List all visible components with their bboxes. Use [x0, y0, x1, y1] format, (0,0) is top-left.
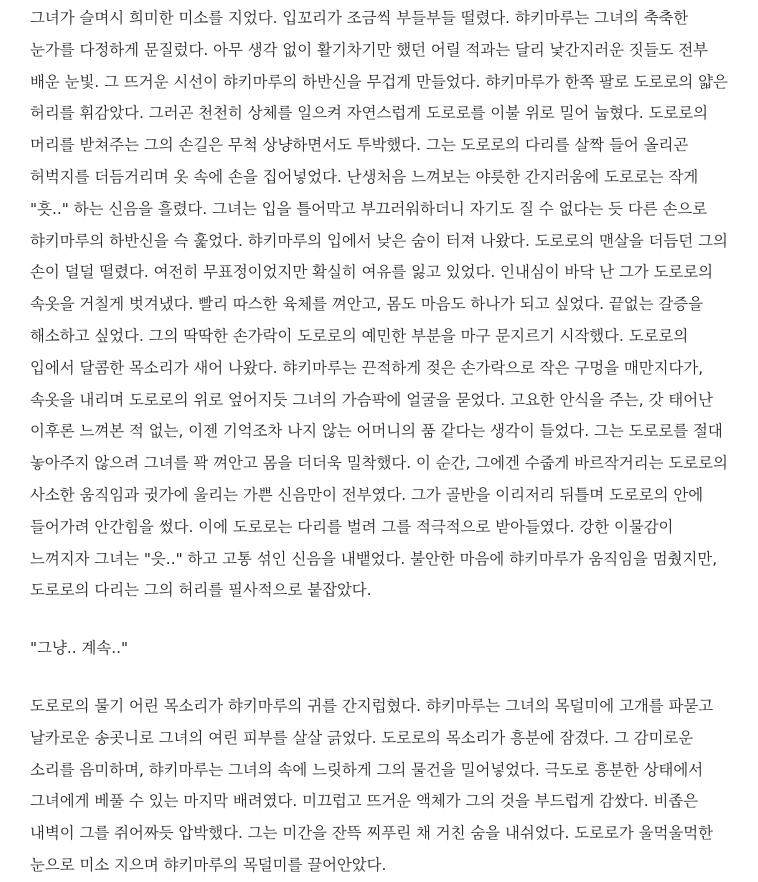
paragraph-2: 도로로의 물기 어린 목소리가 햐키마루의 귀를 간지럽혔다. 햐키마루는 그녀의 목덜미에 고개를 파묻고 날카로운 송곳니로 그녀의 여린 피부를 살살 긁었다. 도로로의 목소리가 흥분에 잠겼다. 그 감미로운 소리를 음미하며, 햐키마루는 그녀의 속에 느릿하게 그의 물건을 밀어넣었다. 극도로 흥분한 상태에서 그녀에게 베풀 수 있는 마지막 배려였다. 미끄럽고 뜨거운 액체가 그의 것을 부드럽게 감쌌다. 비좁은 내벽이 그를 쥐어짜듯 압박했다. 그는 미간을 잔뜩 찌푸린 채 거친 숨을 내쉬었다. 도로로가 울먹울먹한 눈으로 미소 지으며 햐키마루의 목덜미를 끌어안았다. — [30, 696, 714, 874]
document-body — [30, 3, 733, 882]
paragraph-spacer — [30, 665, 733, 691]
paragraph-1: 그녀가 슬며시 희미한 미소를 지었다. 입꼬리가 조금씩 부들부들 떨렸다. 햐키마루는 그녀의 축축한 눈가를 다정하게 문질렀다. 아무 생각 없이 활기차기만 했던 어릴 적과는 달리 낯간지러운 짓들도 전부 배운 눈빛. 그 뜨거운 시선이 햐키마루의 하반신을 무겁게 만들었다. 햐키마루가 한쪽 팔로 도로로의 얇은 허리를 휘감았다. 그러곤 천천히 상체를 일으켜 자연스럽게 도로로를 이불 위로 밀어 눕혔다. 도로로의 머리를 받쳐주는 그의 손길은 무척 상냥하면서도 투박했다. 그는 도로로의 다리를 살짝 들어 올리곤 허벅지를 더듬거리며 옷 속에 손을 집어넣었다. 난생처음 느껴보는 야릇한 간지러움에 도로로는 작게 "흣.." 하는 신음을 흘렸다. 그녀는 입을 틀어막고 부끄러워하더니 자기도 질 수 없다는 듯 다른 손으로 햐키마루의 하반신을 슥 훑었다. 햐키마루의 입에서 낮은 숨이 터져 나왔다. 도로로의 맨살을 더듬던 그의 손이 덜덜 떨렸다. 여전히 무표정이었지만 확실히 여유를 잃고 있었다. 인내심이 바닥 난 그가 도로로의 속옷을 거칠게 벗겨냈다. 빨리 따스한 육체를 껴안고, 몸도 마음도 하나가 되고 싶었다. 끝없는 갈증을 해소하고 싶었다. 그의 딱딱한 손가락이 도로로의 예민한 부분을 마구 문지르기 시작했다. 도로로의 입에서 달콤한 목소리가 새어 나왔다. 햐키마루는 끈적하게 젖은 손가락으로 작은 구멍을 매만지다가, 속옷을 내리며 도로로의 위로 엎어지듯 그녀의 가슴팍에 얼굴을 묻었다. 고요한 안식을 주는, 갓 태어난 이후론 느껴본 적 없는, 이젠 기억조차 나지 않는 어머니의 품 같다는 생각이 들었다. 그는 도로로를 절대 놓아주지 않으려 그녀를 꽉 껴안고 몸을 더더욱 밀착했다. 이 순간, 그에겐 수줍게 바르작거리는 도로로의 사소한 움직임과 귓가에 울리는 가쁜 신음만이 전부였다. 그가 골반을 이리저리 뒤틀며 도로로의 안에 들어가려 안간힘을 썼다. 이에 도로로는 다리를 벌려 그를 적극적으로 받아들였다. 강한 이물감이 느껴지자 그녀는 "읏.." 하고 고통 섞인 신음을 내뱉었다. 불안한 마음에 햐키마루가 움직임을 멈췄지만, 도로로의 다리는 그의 허리를 필사적으로 붙잡았다. — [30, 9, 728, 600]
paragraph-dialogue: "그냥.. 계속.." — [30, 639, 129, 658]
paragraph-spacer — [30, 607, 733, 633]
